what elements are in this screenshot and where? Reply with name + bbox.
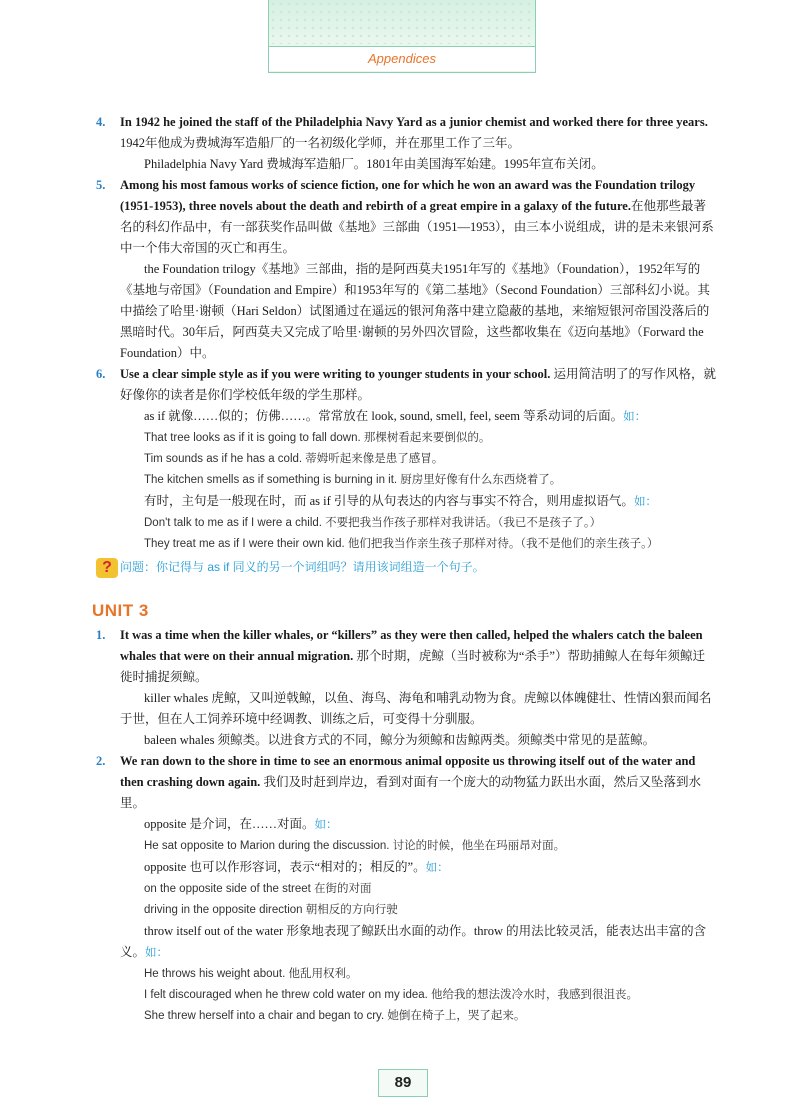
question-text: 问题：你记得与 as if 同义的另一个词组吗？请用该词组造一个句子。 [120, 560, 485, 574]
example-sentence: He sat opposite to Marion during the discussion. 讨论的时候，他坐在玛丽昂对面。 [144, 840, 566, 852]
example-phrase: driving in the opposite direction 朝相反的方向行驶 [144, 904, 398, 916]
unit3-note-item-2 [96, 751, 716, 1027]
example-sentence: That tree looks as if it is going to fall down. 那棵树看起来要倒似的。 [144, 432, 491, 444]
english-sentence: Use a clear simple style as if you were writing to younger students in your school. [120, 367, 551, 381]
english-sentence: It was a time when the killer whales, or “killers” as they were then called, helped the whalers catch the baleen whales that were on their annual migration. [120, 628, 703, 663]
item-number: 5. [96, 178, 106, 192]
note-text: throw itself out of the water 形象地表现了鲸跃出水面的动作。throw 的用法比较灵活，能表达出丰富的含义。 [120, 924, 707, 959]
example-sentence: They treat me as if I were their own kid. 他们把我当作亲生孩子那样对待。（我不是他们的亲生孩子。） [144, 538, 659, 550]
note-text: as if 就像……似的；仿佛……。常常放在 look, sound, smell, feel, seem 等系动词的后面。 [144, 409, 624, 423]
example-marker: 如： [633, 496, 657, 508]
note-text: killer whales 虎鲸，又叫逆戟鲸，以鱼、海鸟、海龟和哺乳动物为食。虎鲸以体魄健壮、性情凶狠而闻名于世，但在人工饲养环境中经调教、训练之后，可变得十分驯服。 [120, 691, 712, 726]
chinese-translation: 运用简洁明了的写作风格，就好像你的读者是你们学校低年级的学生那样。 [120, 367, 716, 402]
note-text: baleen whales 须鲸类。以进食方式的不同，鲸分为须鲸和齿鲸两类。须鲸类中常见的是蓝鲸。 [144, 733, 656, 747]
note-item-5 [96, 175, 716, 364]
note-item-4 [96, 112, 716, 175]
example-marker: 如： [623, 411, 647, 423]
question-mark-icon: ? [96, 558, 118, 578]
example-sentence: Tim sounds as if he has a cold. 蒂姆听起来像是患了感冒。 [144, 453, 444, 465]
question-row [96, 557, 716, 578]
chinese-translation: 那个时期，虎鲸（当时被称为“杀手”）帮助捕鲸人在每年须鲸迁徙时捕捉须鲸。 [120, 649, 705, 684]
example-marker: 如： [425, 862, 449, 874]
header-banner [268, 0, 536, 73]
page-number: 89 [378, 1069, 428, 1097]
note-text: opposite 也可以作形容词，表示“相对的；相反的”。 [144, 860, 426, 874]
unit3-note-item-1 [96, 625, 716, 751]
note-text: opposite 是介词，在……对面。 [144, 817, 315, 831]
example-sentence: Don't talk to me as if I were a child. 不要把我当作孩子那样对我讲话。（我已不是孩子了。） [144, 517, 602, 529]
example-phrase: on the opposite side of the street 在街的对面 [144, 883, 372, 895]
english-sentence: In 1942 he joined the staff of the Philadelphia Navy Yard as a junior chemist and worked there for three years. [120, 115, 708, 129]
page-content [92, 112, 716, 1027]
note-text: the Foundation trilogy《基地》三部曲，指的是阿西莫夫1951年写的《基地》（Foundation），1952年写的《基地与帝国》（Foundation and Empire）和1953年写的《第二基地》（Second Foundation）三部科幻小说。其中描绘了哈里·谢顿（Hari Seldon）试图通过在遥远的银河角落中建立隐蔽的基地，来缩短银河帝国没落后的黑暗时代。30年后，阿西莫夫又完成了哈里·谢顿的另外四次冒险，这些都收集在《迈向基地》（Forward the Foundation）中。 [120, 262, 710, 360]
item-number: 6. [96, 367, 106, 381]
unit-heading: UNIT 3 [92, 601, 149, 620]
english-sentence: We ran down to the shore in time to see an enormous animal opposite us throwing itself out of the water and then crashing down again. [120, 754, 696, 789]
section-label: Appendices [269, 46, 535, 71]
note-item-6 [96, 364, 716, 555]
example-sentence: The kitchen smells as if something is burning in it. 厨房里好像有什么东西烧着了。 [144, 474, 562, 486]
example-marker: 如： [314, 819, 338, 831]
note-text: 有时，主句是一般现在时，而 as if 引导的从句表达的内容与事实不符合，则用虚拟语气。 [144, 494, 634, 508]
example-sentence: I felt discouraged when he threw cold water on my idea. 他给我的想法泼冷水时，我感到很沮丧。 [144, 989, 639, 1001]
chinese-translation: 我们及时赶到岸边，看到对面有一个庞大的动物猛力跃出水面，然后又坠落到水里。 [120, 775, 701, 810]
item-number: 1. [96, 628, 106, 642]
english-sentence: Among his most famous works of science fiction, one for which he won an award was the Foundation trilogy (1951-1953), three novels about the death and rebirth of a great empire in a galaxy of the future. [120, 178, 696, 213]
example-marker: 如： [145, 947, 169, 959]
note-text: Philadelphia Navy Yard 费城海军造船厂。1801年由美国海军始建。1995年宣布关闭。 [144, 157, 604, 171]
item-number: 4. [96, 115, 106, 129]
item-number: 2. [96, 754, 106, 768]
header-pattern [269, 0, 535, 44]
example-sentence: She threw herself into a chair and began to cry. 她倒在椅子上，哭了起来。 [144, 1010, 526, 1022]
chinese-translation: 在他那些最著名的科幻作品中，有一部获奖作品叫做《基地》三部曲（1951—1953），由三本小说组成，讲的是未来银河系中一个伟大帝国的灭亡和再生。 [120, 199, 714, 255]
example-sentence: He throws his weight about. 他乱用权利。 [144, 968, 358, 980]
chinese-translation: 1942年他成为费城海军造船厂的一名初级化学师，并在那里工作了三年。 [120, 136, 521, 150]
